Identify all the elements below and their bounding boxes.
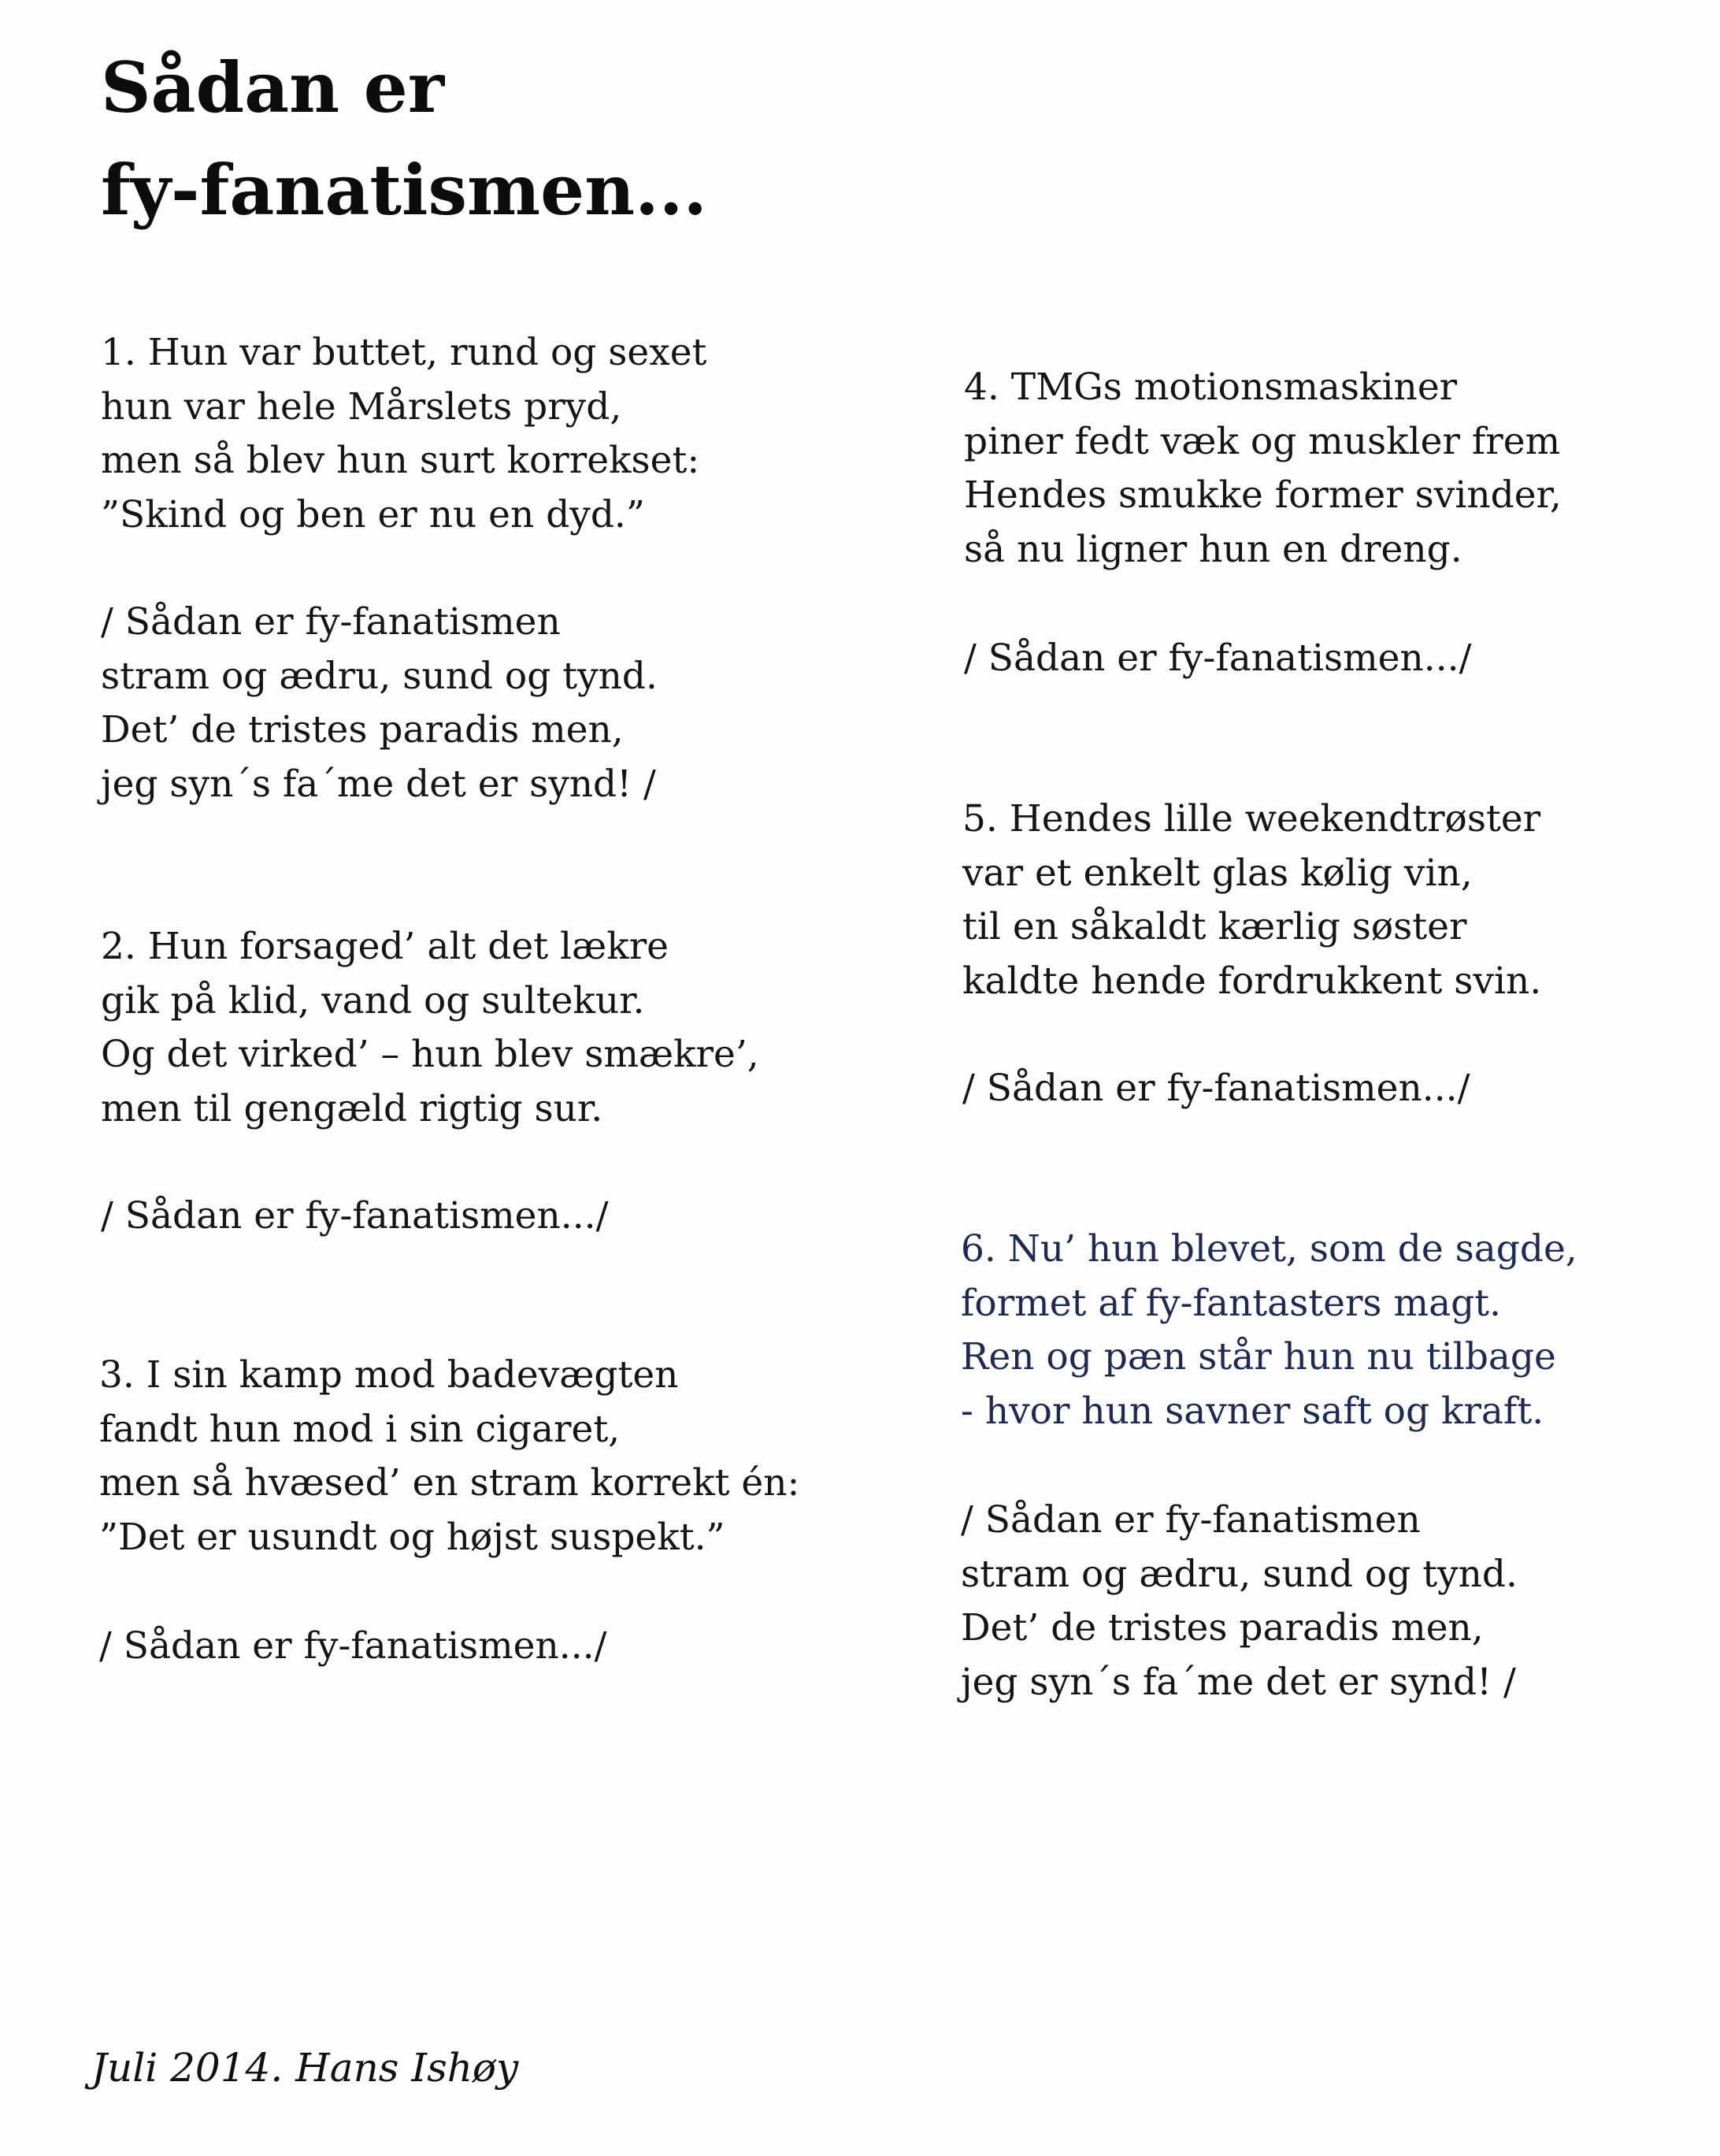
refrain-line: / Sådan er fy-fanatismen.../ [962, 1067, 1470, 1110]
verse-line: kaldte hende fordrukkent svin. [962, 959, 1542, 1003]
chorus-line: Det’ de tristes paradis men, [101, 708, 624, 751]
chorus-line: stram og ædru, sund og tynd. [101, 654, 658, 698]
refrain-3 [99, 1620, 606, 1674]
verse-line: 1. Hun var buttet, rund og sexet [101, 331, 707, 374]
chorus-line: Det’ de tristes paradis men, [961, 1606, 1484, 1649]
verse-line: piner fedt væk og muskler frem [964, 419, 1561, 463]
verse-line: fandt hun mod i sin cigaret, [99, 1407, 621, 1451]
verse-line: men så hvæsed’ en stram korrekt én: [99, 1461, 800, 1505]
author-date-signature: Juli 2014. Hans Ishøy [91, 2045, 519, 2091]
verse-line: 5. Hendes lille weekendtrøster [962, 797, 1541, 841]
verse-line: hun var hele Mårslets pryd, [101, 384, 622, 429]
chorus-line: stram og ædru, sund og tynd. [961, 1552, 1518, 1596]
chorus-line: / Sådan er fy-fanatismen [101, 600, 561, 644]
refrain-2 [101, 1189, 608, 1244]
refrain-5 [962, 1062, 1470, 1116]
refrain-line: / Sådan er fy-fanatismen.../ [101, 1194, 609, 1238]
chorus-line: jeg syn´s fa´me det er synd! / [961, 1660, 1516, 1704]
verse-line: var et enkelt glas kølig vin, [962, 851, 1473, 895]
title-line-1: Sådan er [101, 46, 445, 128]
chorus-line: jeg syn´s fa´me det er synd! / [101, 762, 656, 806]
verse-line: Og det virked’ – hun blev smækre’, [101, 1033, 759, 1076]
verse-5 [962, 792, 1541, 1008]
chorus-line: / Sådan er fy-fanatismen [961, 1498, 1421, 1542]
verse-line: til en såkaldt kærlig søster [962, 905, 1467, 948]
verse-line: ”Det er usundt og højst suspekt.” [99, 1515, 725, 1559]
verse-line: Ren og pæn står hun nu tilbage [961, 1335, 1556, 1379]
title-line-2: fy-fanatismen... [101, 149, 707, 231]
verse-line: 3. I sin kamp mod badevægten [99, 1353, 679, 1397]
verse-line: - hvor hun savner saft og kraft. [961, 1389, 1544, 1433]
verse-line: ”Skind og ben er nu en dyd.” [101, 492, 645, 536]
refrain-line: / Sådan er fy-fanatismen.../ [964, 636, 1472, 680]
verse-line: 4. TMGs motionsmaskiner [964, 366, 1458, 409]
verse-line: men så blev hun surt korrekset: [101, 439, 700, 482]
verse-line: gik på klid, vand og sultekur. [101, 978, 645, 1022]
verse-line: formet af fy-fantasters magt. [961, 1281, 1501, 1325]
verse-line: men til gengæld rigtig sur. [101, 1086, 603, 1130]
verse-line: så nu ligner hun en dreng. [964, 527, 1462, 571]
verse-6 [961, 1223, 1577, 1438]
verse-line: Hendes smukke former svinder, [964, 473, 1562, 517]
verse-line: 2. Hun forsaged’ alt det lækre [101, 925, 669, 968]
refrain-line: / Sådan er fy-fanatismen.../ [99, 1624, 607, 1668]
refrain-4 [964, 632, 1471, 686]
chorus-1 [101, 596, 658, 811]
chorus-6 [961, 1494, 1518, 1709]
page-title [101, 36, 707, 241]
verse-4 [964, 361, 1562, 577]
verse-line: 6. Nu’ hun blevet, som de sagde, [961, 1227, 1577, 1271]
verse-2 [101, 920, 759, 1136]
verse-1 [101, 326, 706, 542]
verse-3 [99, 1349, 799, 1564]
